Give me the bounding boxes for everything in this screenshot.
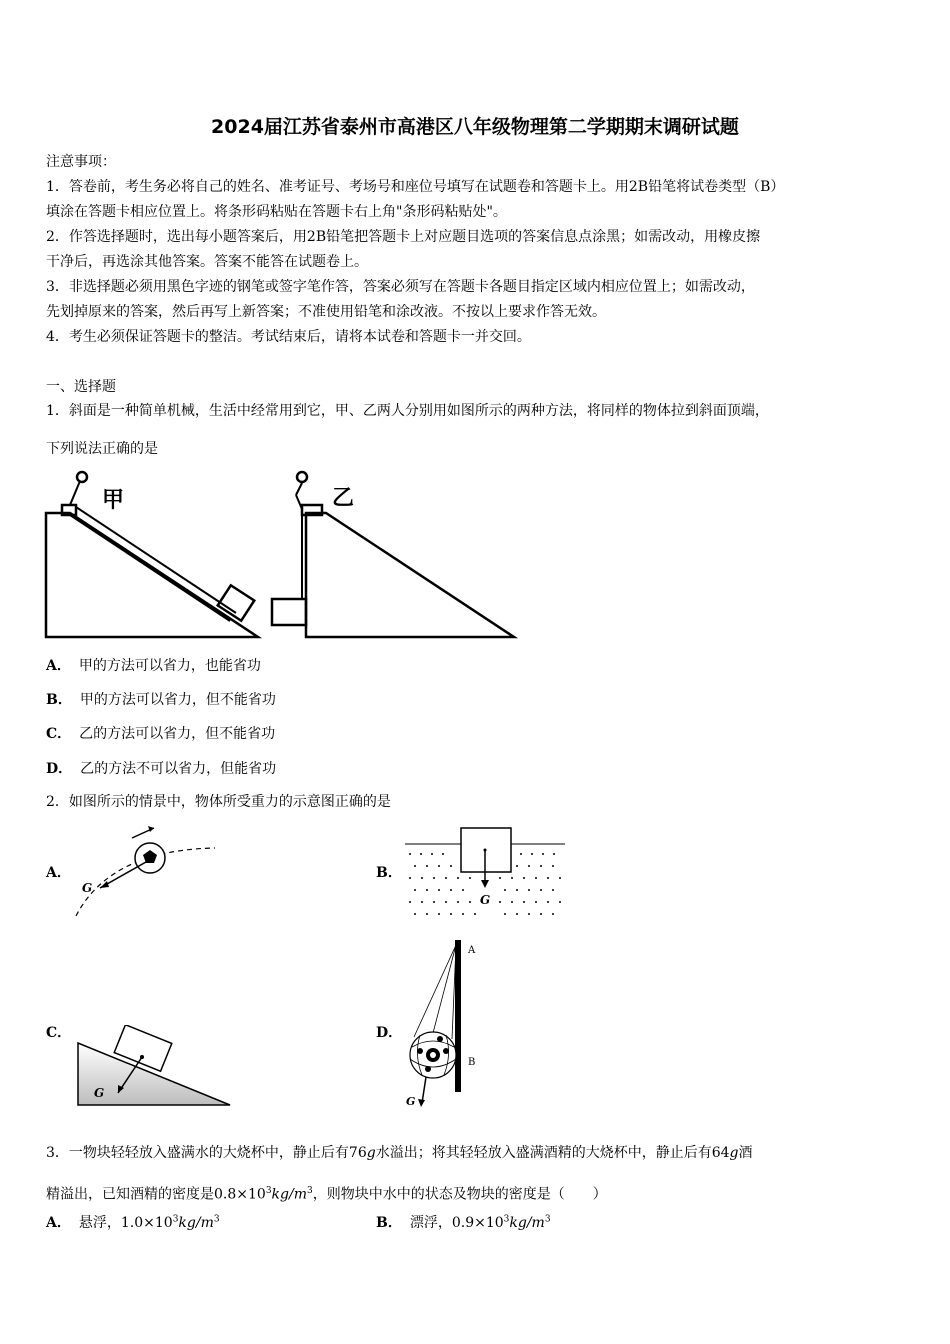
q2-stem: 2．如图所示的情景中，物体所受重力的示意图正确的是 [46,794,391,810]
incline-jia [46,472,258,637]
q1-stem-cont: 下列说法正确的是 [46,441,158,457]
q3-option-a[interactable]: A． 悬浮，$1.0\times 10^3kg/m^3$ [46,1214,220,1231]
q2-figure-a [70,820,230,920]
q1-option-c[interactable]: C． 乙的方法可以省力，但不能省功 [46,726,276,742]
q2-figure-b [405,822,565,920]
notice-line: 干净后，再选涂其他答案。答案不能答在试题卷上。 [46,254,368,270]
notice-heading: 注意事项： [46,154,116,170]
notice-line: 填涂在答题卡相应位置上。将条形码粘贴在答题卡右上角"条形码粘贴处"。 [46,204,507,220]
notice-line: 先划掉原来的答案，然后再写上新答案；不准使用铅笔和涂改液。不按以上要求作答无效。 [46,304,606,320]
q3-stem-cont: 精溢出，已知酒精的密度是$0.8\times 10^3kg/m^3$，则物块中水中的状态及物块的密度是（ ） [46,1186,607,1203]
notice-line: 3．非选择题必须用黑色字迹的钢笔或签字笔作答，答案必须写在答题卡各题目指定区域内相应位置上；如需改动， [46,279,755,295]
svg-text:A: A [468,945,476,956]
page-title: 2024届江苏省泰州市高港区八年级物理第二学期期末调研试题 [211,116,739,138]
notice-line: 2．作答选择题时，选出每小题答案后，用2B铅笔把答题卡上对应题目选项的答案信息点涂黑；如需改动，用橡皮擦 [46,229,761,245]
q1-stem: 1．斜面是一种简单机械，生活中经常用到它，甲、乙两人分别用如图所示的两种方法，将同样的物体拉到斜面顶端， [46,403,769,419]
q1-incline-figure [40,465,530,645]
svg-text:G: G [94,1086,105,1100]
incline-yi [272,472,514,637]
svg-text:G: G [82,881,93,895]
notice-line: 4．考生必须保证答题卡的整洁。考试结束后，请将本试卷和答题卡一并交回。 [46,329,531,345]
q2-option-c[interactable]: C． [46,1025,72,1041]
q3-option-b[interactable]: B． 漂浮，$0.9\times 10^3kg/m^3$ [376,1214,551,1231]
q2-option-d[interactable]: D． [376,1025,403,1041]
section-heading: 一、选择题 [46,379,116,395]
svg-text:B: B [468,1057,476,1068]
q3-stem: 3．一物块轻轻放入盛满水的大烧杯中，静止后有76g水溢出；将其轻轻放入盛满酒精的大烧杯中，静止后有64g酒 [46,1145,753,1161]
q1-option-d[interactable]: D． 乙的方法不可以省力，但能省功 [46,761,277,777]
notice-line: 1．答卷前，考生务必将自己的姓名、准考证号、考场号和座位号填写在试题卷和答题卡上。用2B铅笔将试卷类型（B） [46,179,785,195]
svg-text:G: G [480,893,491,907]
label-jia: 甲 [102,487,125,513]
q2-figure-d [400,935,490,1115]
svg-text:G: G [406,1095,416,1108]
q1-option-a[interactable]: A． 甲的方法可以省力，也能省功 [46,658,261,674]
q2-figure-c [70,1025,240,1110]
q2-option-a[interactable]: A． [46,865,71,881]
label-yi: 乙 [332,485,355,511]
q2-option-b[interactable]: B． [376,865,402,881]
q1-option-b[interactable]: B． 甲的方法可以省力，但不能省功 [46,692,276,708]
